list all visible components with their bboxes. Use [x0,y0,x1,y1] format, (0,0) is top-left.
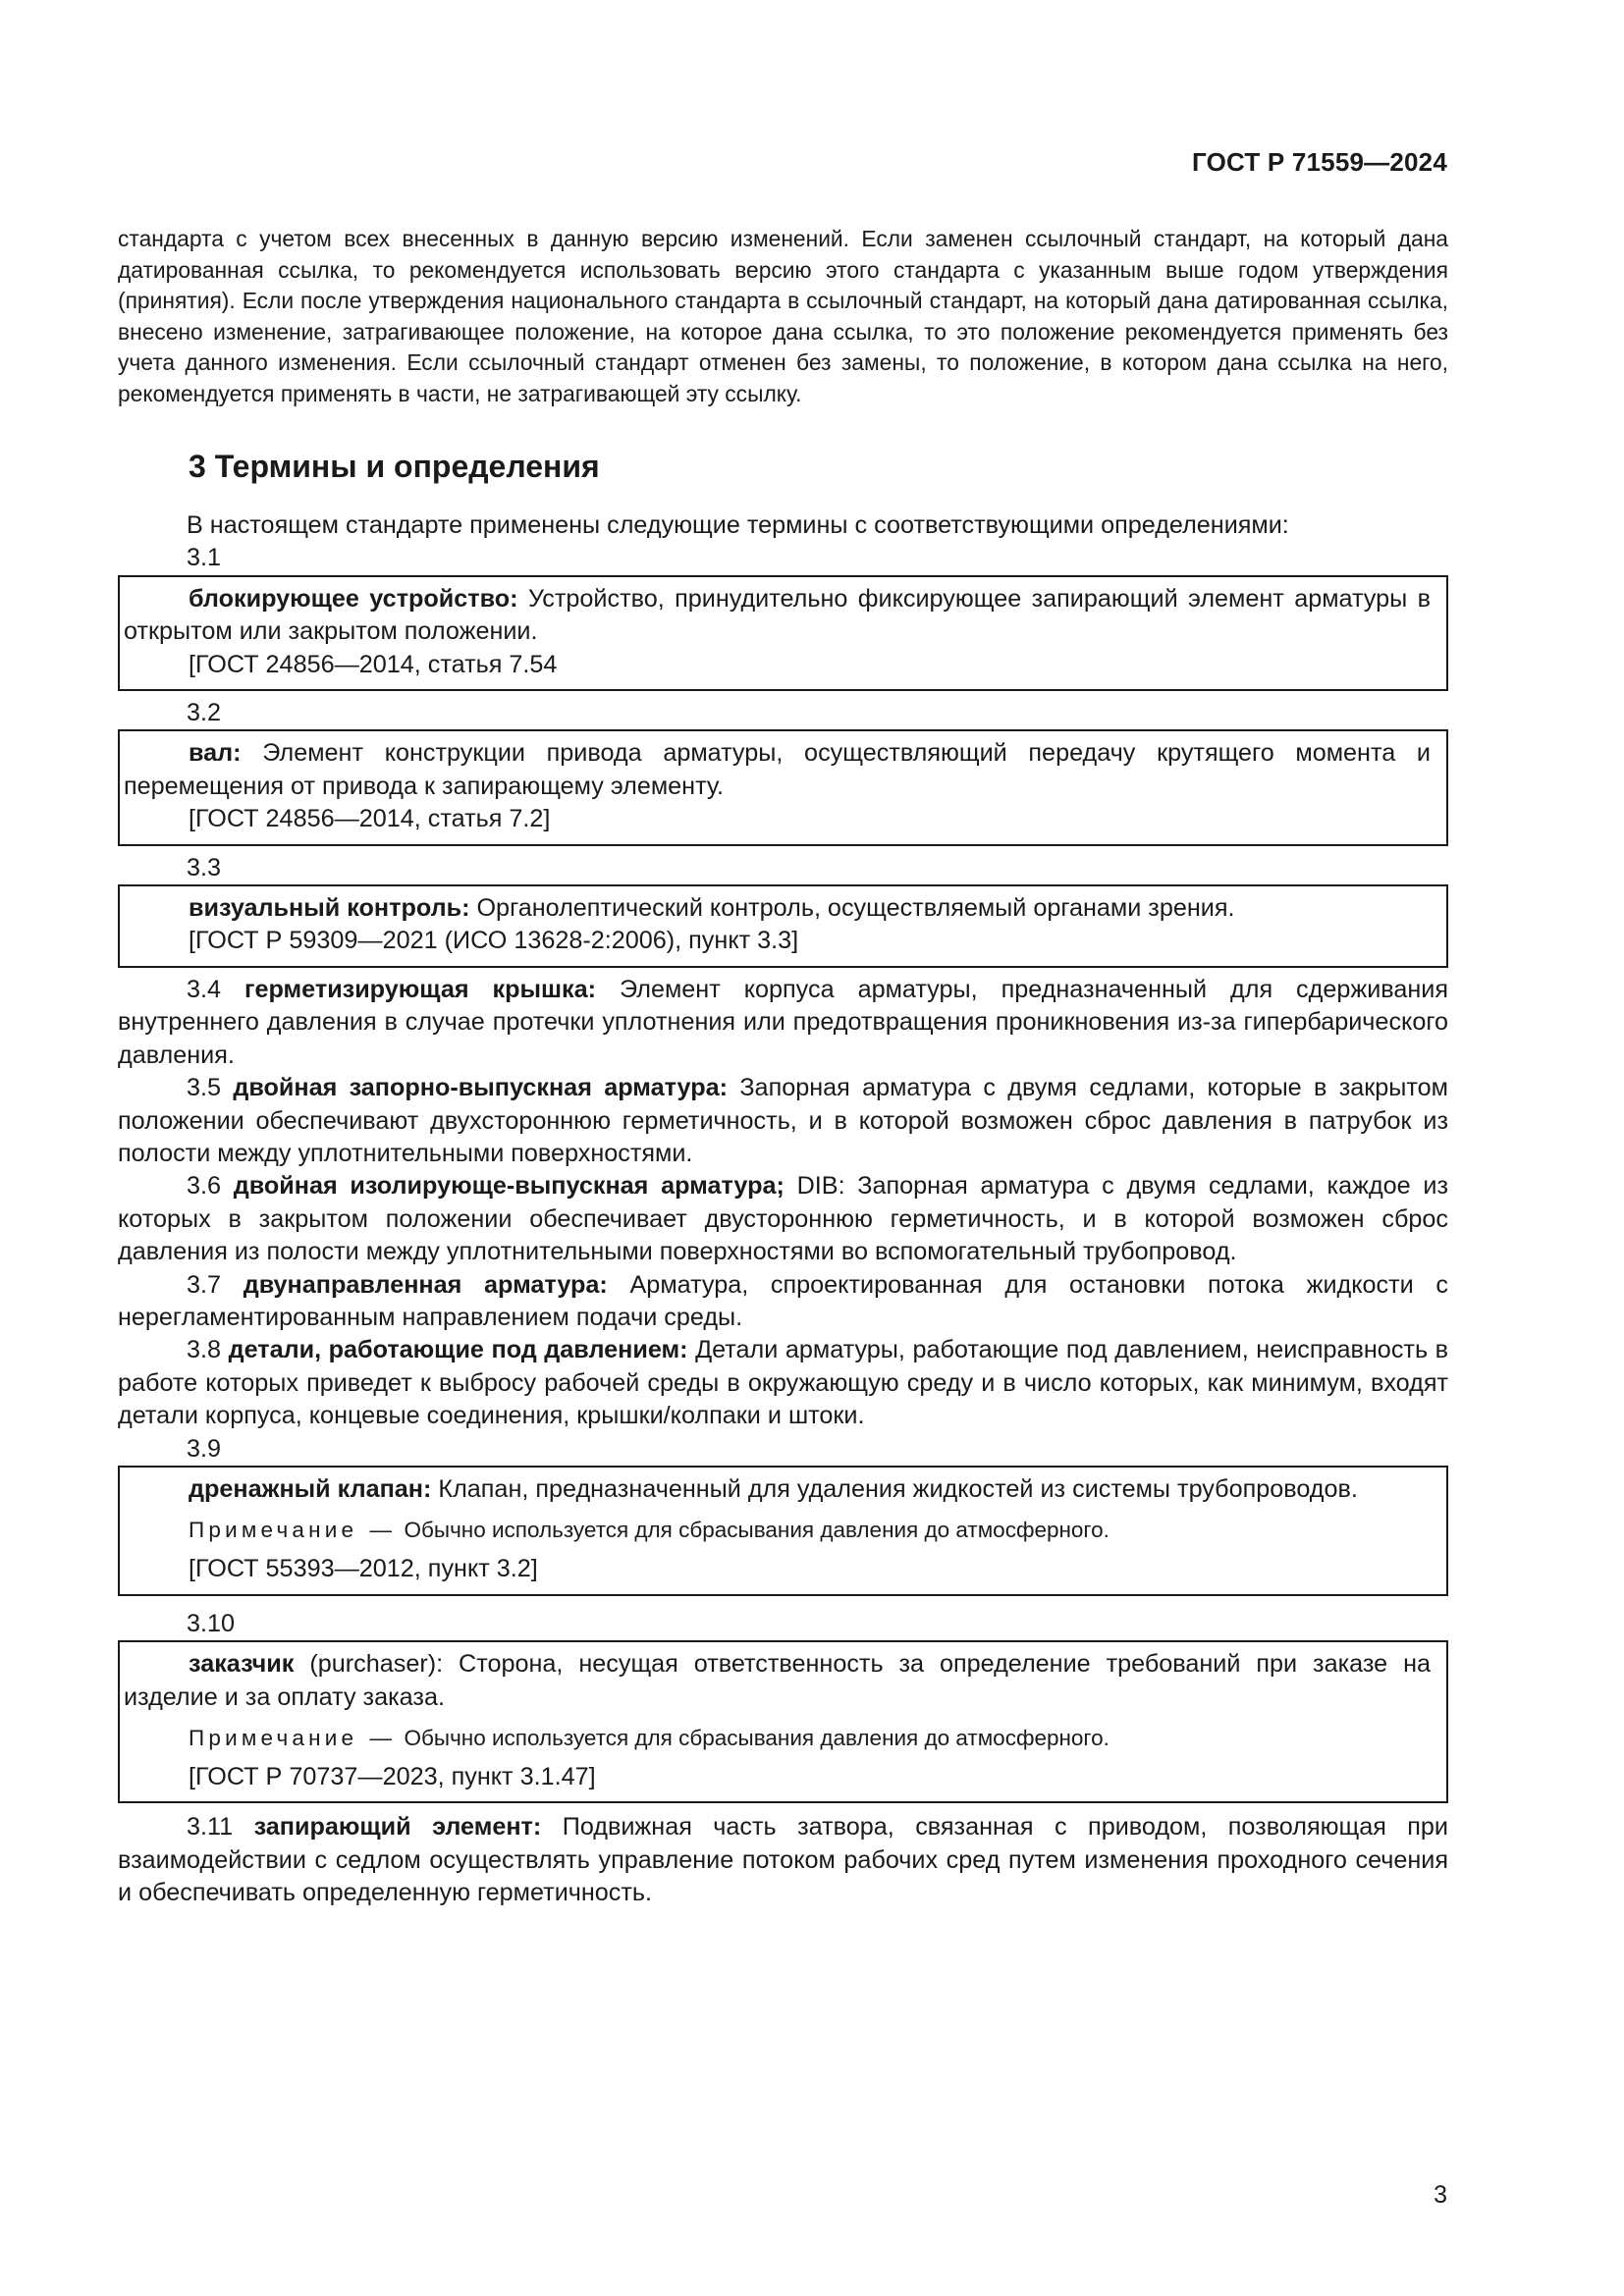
term-note [124,1724,1431,1753]
term-number-3-9: 3.9 [187,1434,222,1463]
term-number-3-2: 3.2 [187,699,222,727]
section-title: 3 Термины и определения [189,449,600,484]
term-3-11 [118,1811,1448,1909]
document-code-header: ГОСТ Р 71559—2024 [1192,147,1447,177]
term-name: блокирующее устройство: [189,584,518,613]
term-box-3-2 [118,729,1448,845]
term-3-6 [118,1170,1448,1268]
note-label: Примечание [189,1726,358,1750]
term-name: двойная запорно-выпускная арматура: [233,1074,729,1102]
term-number: 3.8 [187,1336,222,1364]
term-number-3-3: 3.3 [187,853,222,881]
page-number: 3 [1434,2181,1447,2209]
note-text: Обычно используется для сбрасывания давления до атмосферного. [404,1518,1110,1543]
term-number: 3.11 [187,1813,234,1842]
term-number: 3.7 [187,1270,222,1299]
term-3-5 [118,1072,1448,1170]
term-name: визуальный контроль: [189,894,470,923]
term-name: детали, работающие под давлением: [228,1336,688,1364]
term-definition: Органолептический контроль, осуществляемый органами зрения. [469,894,1235,923]
section-lead: В настоящем стандарте применены следующие термины с соответствующими определениями: [187,511,1289,539]
term-definition: Запорная арматура с двумя седлами, которые в закрытом положении обеспечивают двухстороннюю герметичность, и в которой возможен сброс давления в патрубок из полости между уплотнительными поверхностями. [118,1074,1448,1167]
term-number-3-10: 3.10 [187,1609,236,1637]
term-source: [ГОСТ 55393—2012, пункт 3.2] [189,1555,538,1583]
term-name: герметизирующая крышка: [244,975,597,1003]
term-3-7 [118,1269,1448,1335]
term-box-3-1 [118,575,1448,691]
term-definition: Элемент конструкции привода арматуры, осуществляющий передачу крутящего момента и перемещения от привода к запирающему элементу. [124,739,1431,800]
term-definition: Детали арматуры, работающие под давлением, неисправность в работе которых приведет к выбросу рабочей среды в окружающую среду и в число которых, как минимум, входят детали корпуса, концевые соединения, крышки/колпаки и штоки. [118,1336,1449,1430]
term-3-4 [118,974,1448,1072]
note-label: Примечание [189,1518,358,1543]
term-source: [ГОСТ Р 70737—2023, пункт 3.1.47] [189,1763,596,1790]
term-number: 3.6 [187,1172,222,1201]
term-name: двунаправленная арматура: [243,1270,608,1299]
term-number: 3.5 [187,1074,222,1102]
term-name: заказчик [189,1650,295,1679]
term-definition: (purchaser): Сторона, несущая ответственность за определение требований при заказе на изделие и за оплату заказа. [124,1650,1431,1711]
note-dash: — [369,1726,392,1750]
note-text: Обычно используется для сбрасывания давления до атмосферного. [404,1726,1110,1750]
term-definition: Клапан, предназначенный для удаления жидкостей из системы трубопроводов. [431,1474,1358,1503]
term-number: 3.4 [187,975,222,1003]
term-note [124,1516,1431,1545]
term-definition: DIB: Запорная арматура с двумя седлами, каждое из которых в закрытом положении обеспечивает двустороннюю герметичность, и в которой возможен сброс давления из полости между уплотнительными поверхностями во вспомогательный трубопровод. [118,1172,1448,1266]
term-definition: Элемент корпуса арматуры, предназначенный для сдерживания внутреннего давления в случае протечки уплотнения или предотвращения проникновения из-за гипербарического давления. [118,975,1449,1069]
term-definition: Подвижная часть затвора, связанная с приводом, позволяющая при взаимодействии с седлом осуществлять управление потоком рабочих сред путем изменения проходного сечения и обеспечивать определенную герметичность. [118,1813,1449,1907]
term-name: вал: [189,739,242,768]
term-source: [ГОСТ 24856—2014, статья 7.2] [189,805,551,833]
term-source: [ГОСТ 24856—2014, статья 7.54 [189,650,558,678]
term-source: [ГОСТ Р 59309—2021 (ИСО 13628-2:2006), пункт 3.3] [189,927,799,955]
term-number-3-1: 3.1 [187,544,222,572]
term-name: дренажный клапан: [189,1474,432,1503]
term-definition: Арматура, спроектированная для остановки потока жидкости с нерегламентированным направлением подачи среды. [118,1270,1449,1331]
term-name: двойная изолирующе-выпускная арматура; [233,1172,785,1201]
term-box-3-10 [118,1640,1448,1803]
term-name: запирающий элемент: [253,1813,542,1842]
intro-paragraph: стандарта с учетом всех внесенных в данную версию изменений. Если заменен ссылочный стандарт, на который дана датированная ссылка, то рекомендуется использовать версию этого стандарта с указанным выше годом утверждения (принятия). Если после утверждения национального стандарта в ссылочный стандарт, на который дана датированная ссылка, внесено изменение, затрагивающее положение, на которое дана ссылка, то это положение рекомендуется применять без учета данного изменения. Если ссылочный стандарт отменен без замены, то положение, в котором дана ссылка на него, рекомендуется применять в части, не затрагивающей эту ссылку. [118,226,1448,406]
term-definition: Устройство, принудительно фиксирующее запирающий элемент арматуры в открытом или закрытом положении. [124,584,1431,646]
note-dash: — [369,1518,392,1543]
term-box-3-9 [118,1466,1448,1596]
section-heading-wrap [118,409,1448,500]
term-box-3-3 [118,884,1448,968]
page-content [118,224,1448,1910]
term-3-8 [118,1334,1448,1432]
